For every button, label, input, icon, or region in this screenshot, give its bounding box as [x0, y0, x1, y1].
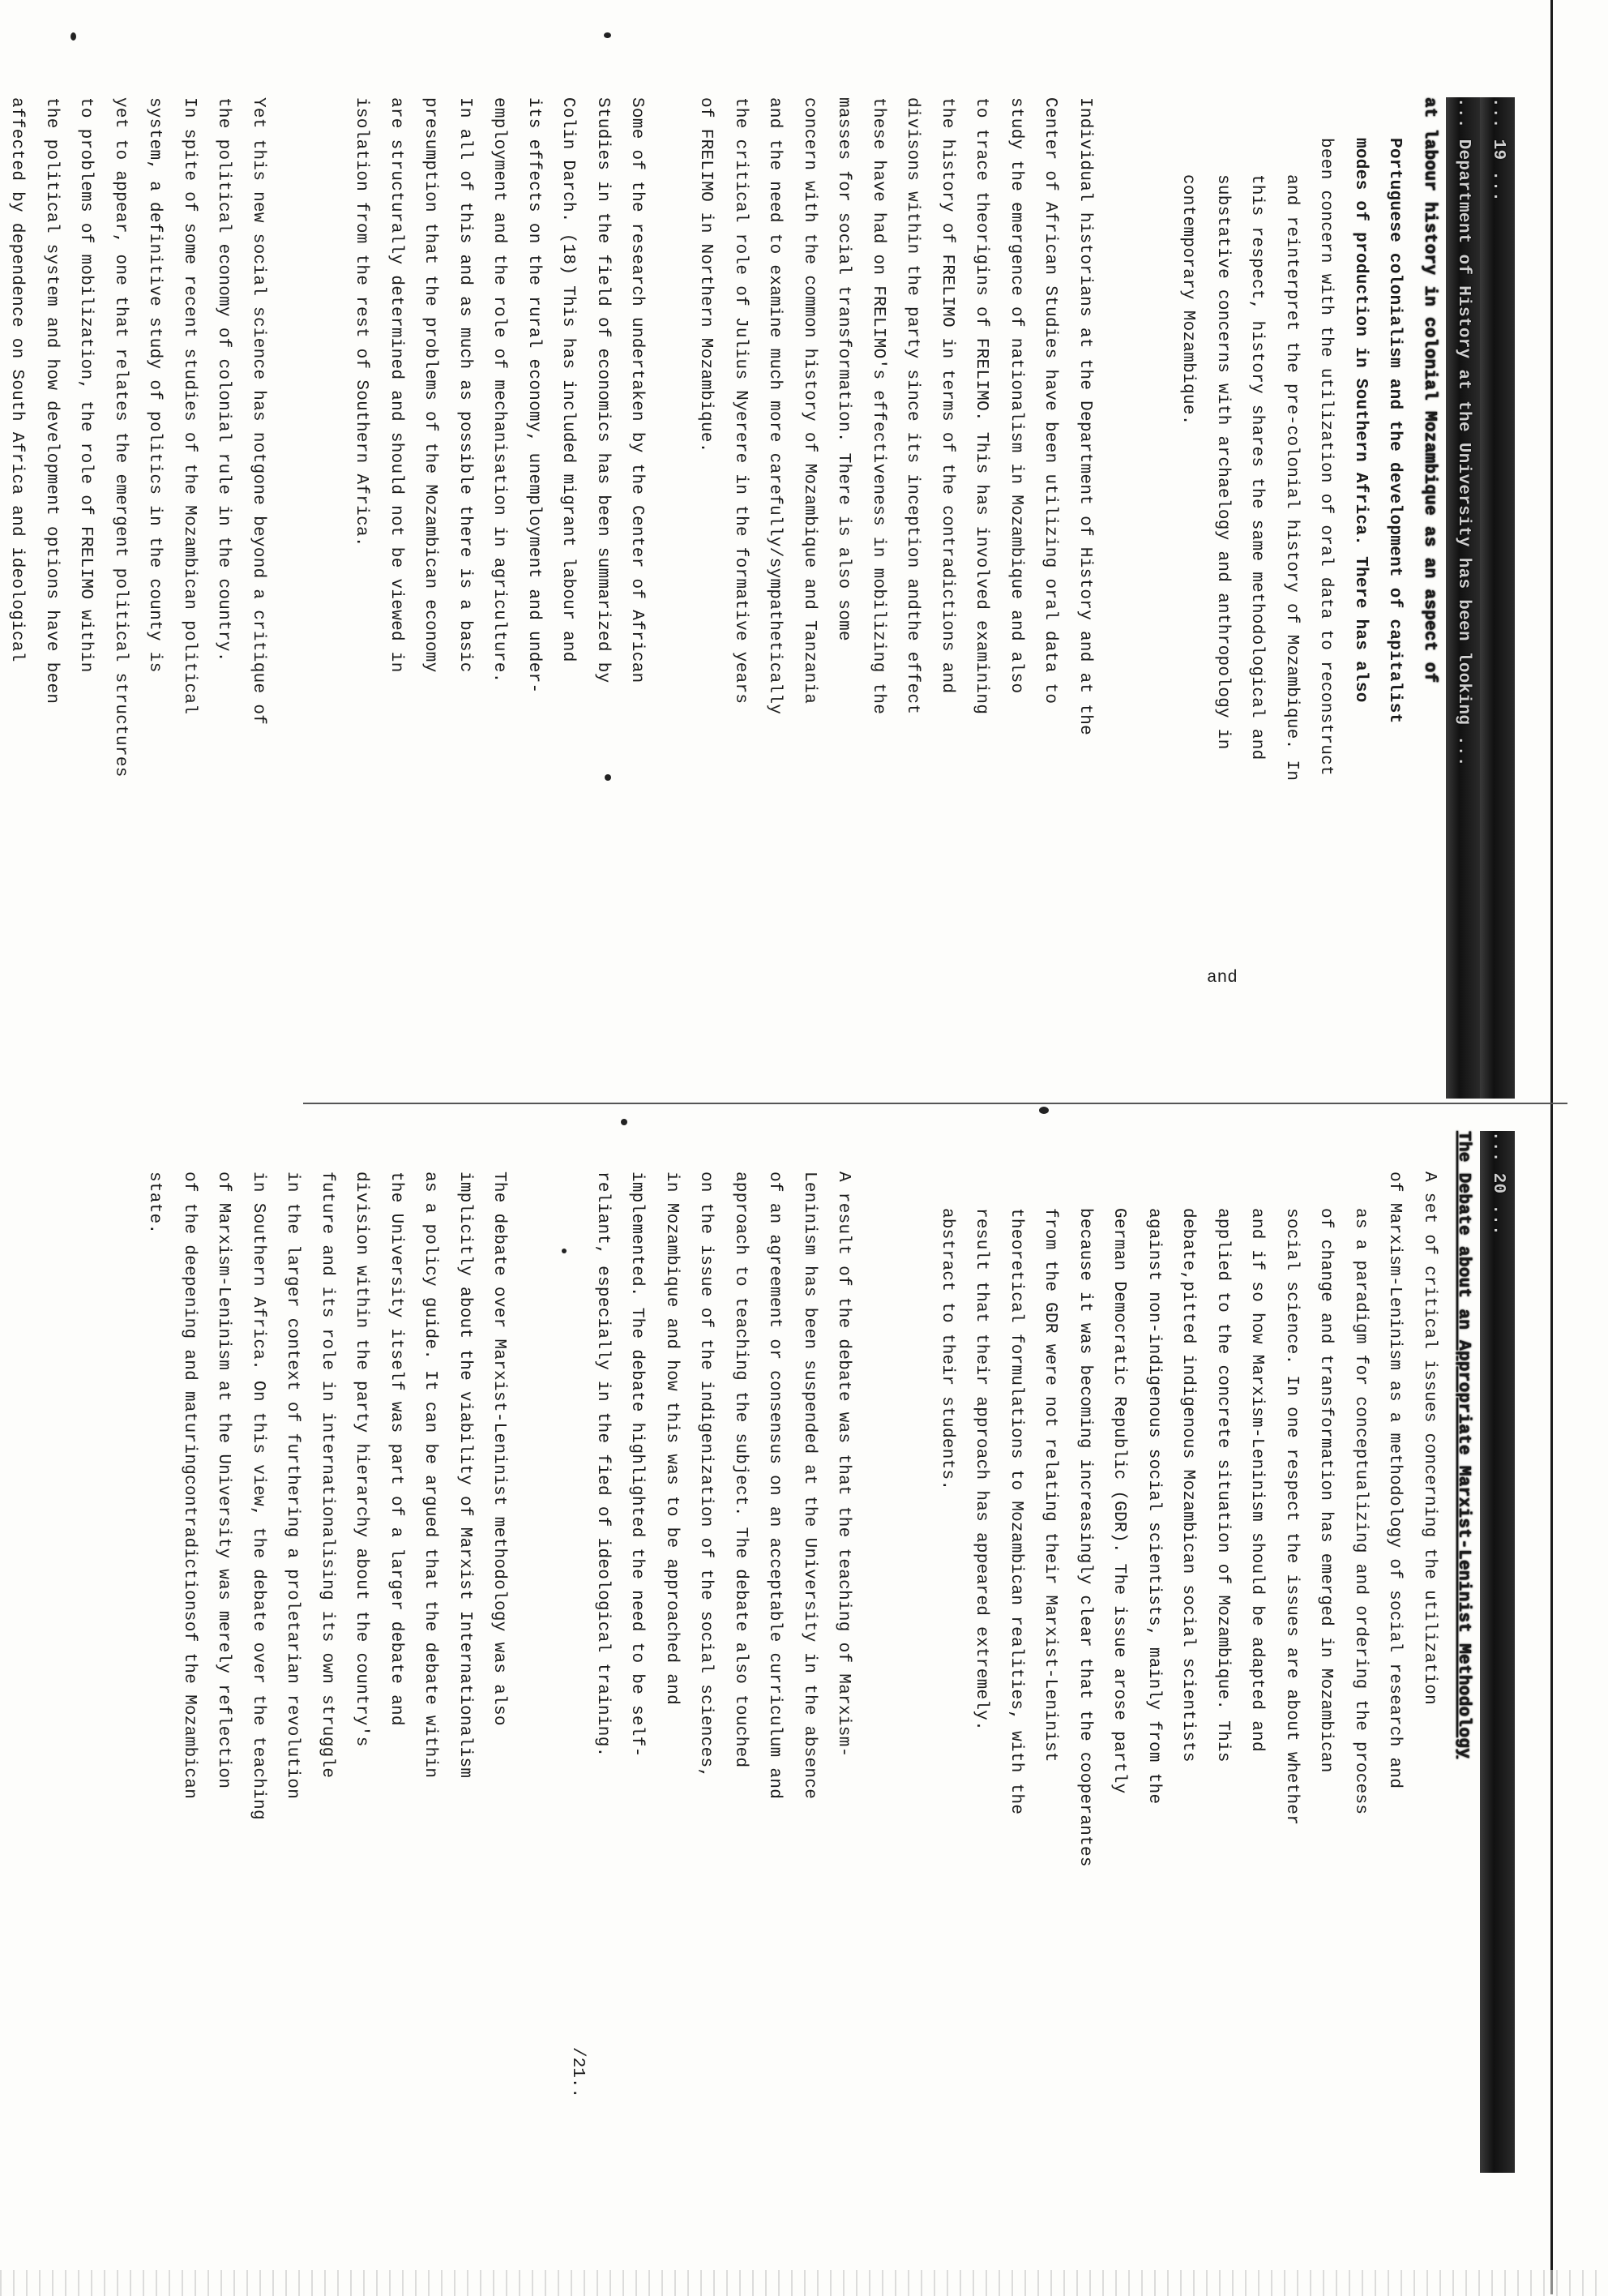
text-line: in the larger context of furthering a proletarian revolution [283, 1172, 302, 1800]
text-line: the critical role of Julius Nyerere in the formative years [731, 97, 750, 705]
scan-speck [562, 1249, 567, 1253]
left-paragraph-2 [688, 97, 1101, 1099]
text-line: in Mozambique and how this was to be approached and [662, 1172, 681, 1706]
text-line: abstract to their students. [938, 1208, 956, 1491]
text-line: Individual historians at the Department of History and at the [1076, 97, 1094, 736]
text-line: study the emergence of nationalism in Mozambique and also [1007, 97, 1025, 694]
text-line: Studies in the field of economics has been summarized by [593, 97, 612, 683]
text-line: been concern with the utilization of oral data to reconstruct [1316, 138, 1336, 777]
right-paragraph-2 [585, 1131, 861, 2173]
left-paragraph-1 [1170, 97, 1412, 1099]
text-line: Center of African Studies have been utilizing oral data to [1041, 97, 1060, 705]
text-line: from the GDR were not relating their Marxist-Leninist [1041, 1208, 1060, 1763]
text-line: Yet this new social science has notgone beyond a critique of [249, 97, 267, 726]
text-line: The debate over Marxist-Leninist methodology was also [490, 1172, 509, 1726]
text-line: substative concerns with archaelogy and anthropology in [1213, 174, 1232, 750]
text-line: Leninism has been suspended at the University in the absence [800, 1172, 819, 1800]
left-heading-line-1: ... Department of History at the University has been looking ... [1446, 97, 1481, 1099]
text-line: result that their approach has appeared extremely. [972, 1208, 991, 1732]
text-line: affected by dependence on South Africa and ideological [7, 97, 27, 662]
text-line: the University itself was part of a larger debate and [387, 1172, 405, 1726]
text-line: A result of the debate was that the teaching of Marxism- [834, 1172, 853, 1758]
left-page-header: ... 19 ... [1481, 97, 1516, 1099]
text-line: applied to the concrete situation of Mozambique. This [1213, 1208, 1232, 1763]
text-line: the history of FRELIMO in terms of the contradictions and [938, 97, 956, 694]
left-page-column [0, 97, 1515, 1099]
text-line: social science. In one respect the issues are about whether [1282, 1208, 1301, 1826]
right-paragraph-3 [137, 1131, 516, 2173]
text-line: of Marxism-Leninism as a methodology of social research and [1385, 1172, 1405, 1789]
scan-speck [604, 32, 611, 38]
text-line: concern with the common history of Mozambique and Tanzania [800, 97, 819, 705]
text-line: as a policy guide. It can be argued that the debate within [421, 1172, 440, 1779]
text-line: as a paradigm for conceptualizing and ordering the process [1351, 1208, 1370, 1815]
text-line: in Southern Africa. On this view, the debate over the teaching [249, 1172, 267, 1820]
text-line: theoretical formulations to Mozambican realities, with the [1007, 1208, 1025, 1815]
text-line: state. [145, 1172, 165, 1235]
text-line: of an agreement or consensus on an acceptable curriculum and [765, 1172, 785, 1800]
left-paragraph-3 [344, 97, 654, 1099]
text-line: the political economy of colonial rule in the country. [214, 97, 233, 662]
right-page-header: ... 20 ... [1481, 1131, 1516, 2173]
text-line: implicitly about the viability of Marxist Internationalism [455, 1172, 474, 1779]
text-line: employment and the role of mechanisation in agriculture. [490, 97, 509, 683]
text-line: isolation from the rest of Southern Africa. [352, 97, 371, 547]
text-line: to trace theorigins of FRELIMO. This has involved examining [972, 97, 991, 715]
text-line: because it was becoming increasingly clear that the cooperantes [1076, 1208, 1094, 1867]
text-line: Colin Darch. (18) This has included migrant labour and [558, 97, 578, 662]
scan-speck [621, 1119, 627, 1125]
scan-speck [1039, 1107, 1049, 1114]
top-rule [1550, 0, 1553, 2294]
scan-edge-noise [0, 2270, 1608, 2296]
text-line: of FRELIMO in Northern Mozambique. [696, 97, 716, 453]
scan-speck [605, 774, 611, 781]
left-paragraph-4 [0, 97, 275, 1099]
text-line: to problems of mobilization, the role of FRELIMO within [76, 97, 96, 673]
text-line: German Democratic Republic (GDR). The issue arose partly [1110, 1208, 1129, 1794]
right-paragraph-1 [930, 1131, 1447, 2173]
text-line: In spite of some recent studies of the Mozambican political [180, 97, 199, 715]
text-line: masses for social transformation. There is also some [834, 97, 853, 641]
text-line: and reinterpret the pre-colonial history of Mozambique. In [1282, 174, 1301, 782]
text-line: against non-indigenous social scientists, mainly from the [1144, 1208, 1163, 1805]
text-line: division within the party hierarchy about the country's [352, 1172, 371, 1747]
text-line: are structurally determined and should not be viewed in [387, 97, 405, 673]
text-line: future and its role in internationalising its own struggle [318, 1172, 336, 1779]
text-line: of the deepening and maturingcontradictionsof the Mozambican [180, 1172, 199, 1800]
text-line: In all of this and as much as possible there is a basic [455, 97, 474, 673]
text-line: of change and transformation has emerged in Mozambican [1316, 1208, 1336, 1773]
text-line: Some of the research undertaken by the Center of African [627, 97, 647, 683]
text-line: divisons within the party since its inception andthe effect [903, 97, 922, 715]
text-line: implemented. The debate highlighted the need to be self- [627, 1172, 647, 1758]
text-line: yet to appear, one that relates the emergent political structures [111, 97, 130, 777]
right-section-title: The Debate about an Appropriate Marxist-Leninist Methodology [1454, 1131, 1473, 1759]
text-line: on the issue of the indigenization of the social sciences, [696, 1172, 716, 1779]
text-line: contemporary Mozambique. [1178, 174, 1198, 426]
text-line: approach to teaching the subject. The debate also touched [731, 1172, 750, 1768]
text-line: Portuguese colonialism and the development of capitalist [1385, 138, 1405, 724]
text-line: and the need to examine much more carefully/sympathetically [765, 97, 785, 715]
text-line: reliant, especially in the fied of ideological training. [593, 1172, 612, 1758]
text-line: modes of production in Southern Africa. There has also [1351, 138, 1370, 703]
scan-speck [71, 32, 76, 41]
right-page-column [137, 1131, 1515, 2173]
text-line: system, a definitive study of politics in the county is [145, 97, 165, 673]
text-line: this respect, history shares the same methodological and [1247, 174, 1267, 760]
column-divider [303, 1103, 1567, 1104]
text-line: and if so how Marxism-Leninism should be adapted and [1247, 1208, 1267, 1752]
margin-annotation: and [1207, 969, 1238, 987]
left-heading-line-2: at labour history in colonial Mozambique as an aspect of [1420, 97, 1439, 683]
text-line: the political system and how development options have been [42, 97, 61, 705]
text-line: these have had on FRELIMO's effectiveness in mobilizing the [869, 97, 887, 715]
text-line: presumption that the problems of the Mozambican economy [421, 97, 440, 673]
text-line: of Marxism-Leninism at the University was merely reflection [214, 1172, 233, 1789]
text-line: its effects on the rural economy, unemployment and under- [524, 97, 543, 694]
text-line: A set of critical issues concerning the utilization [1420, 1172, 1439, 1706]
text-line: debate,pitted indigenous Mozambican social scientists [1178, 1208, 1198, 1763]
page-continuation-marker: /21.. [568, 2047, 587, 2099]
